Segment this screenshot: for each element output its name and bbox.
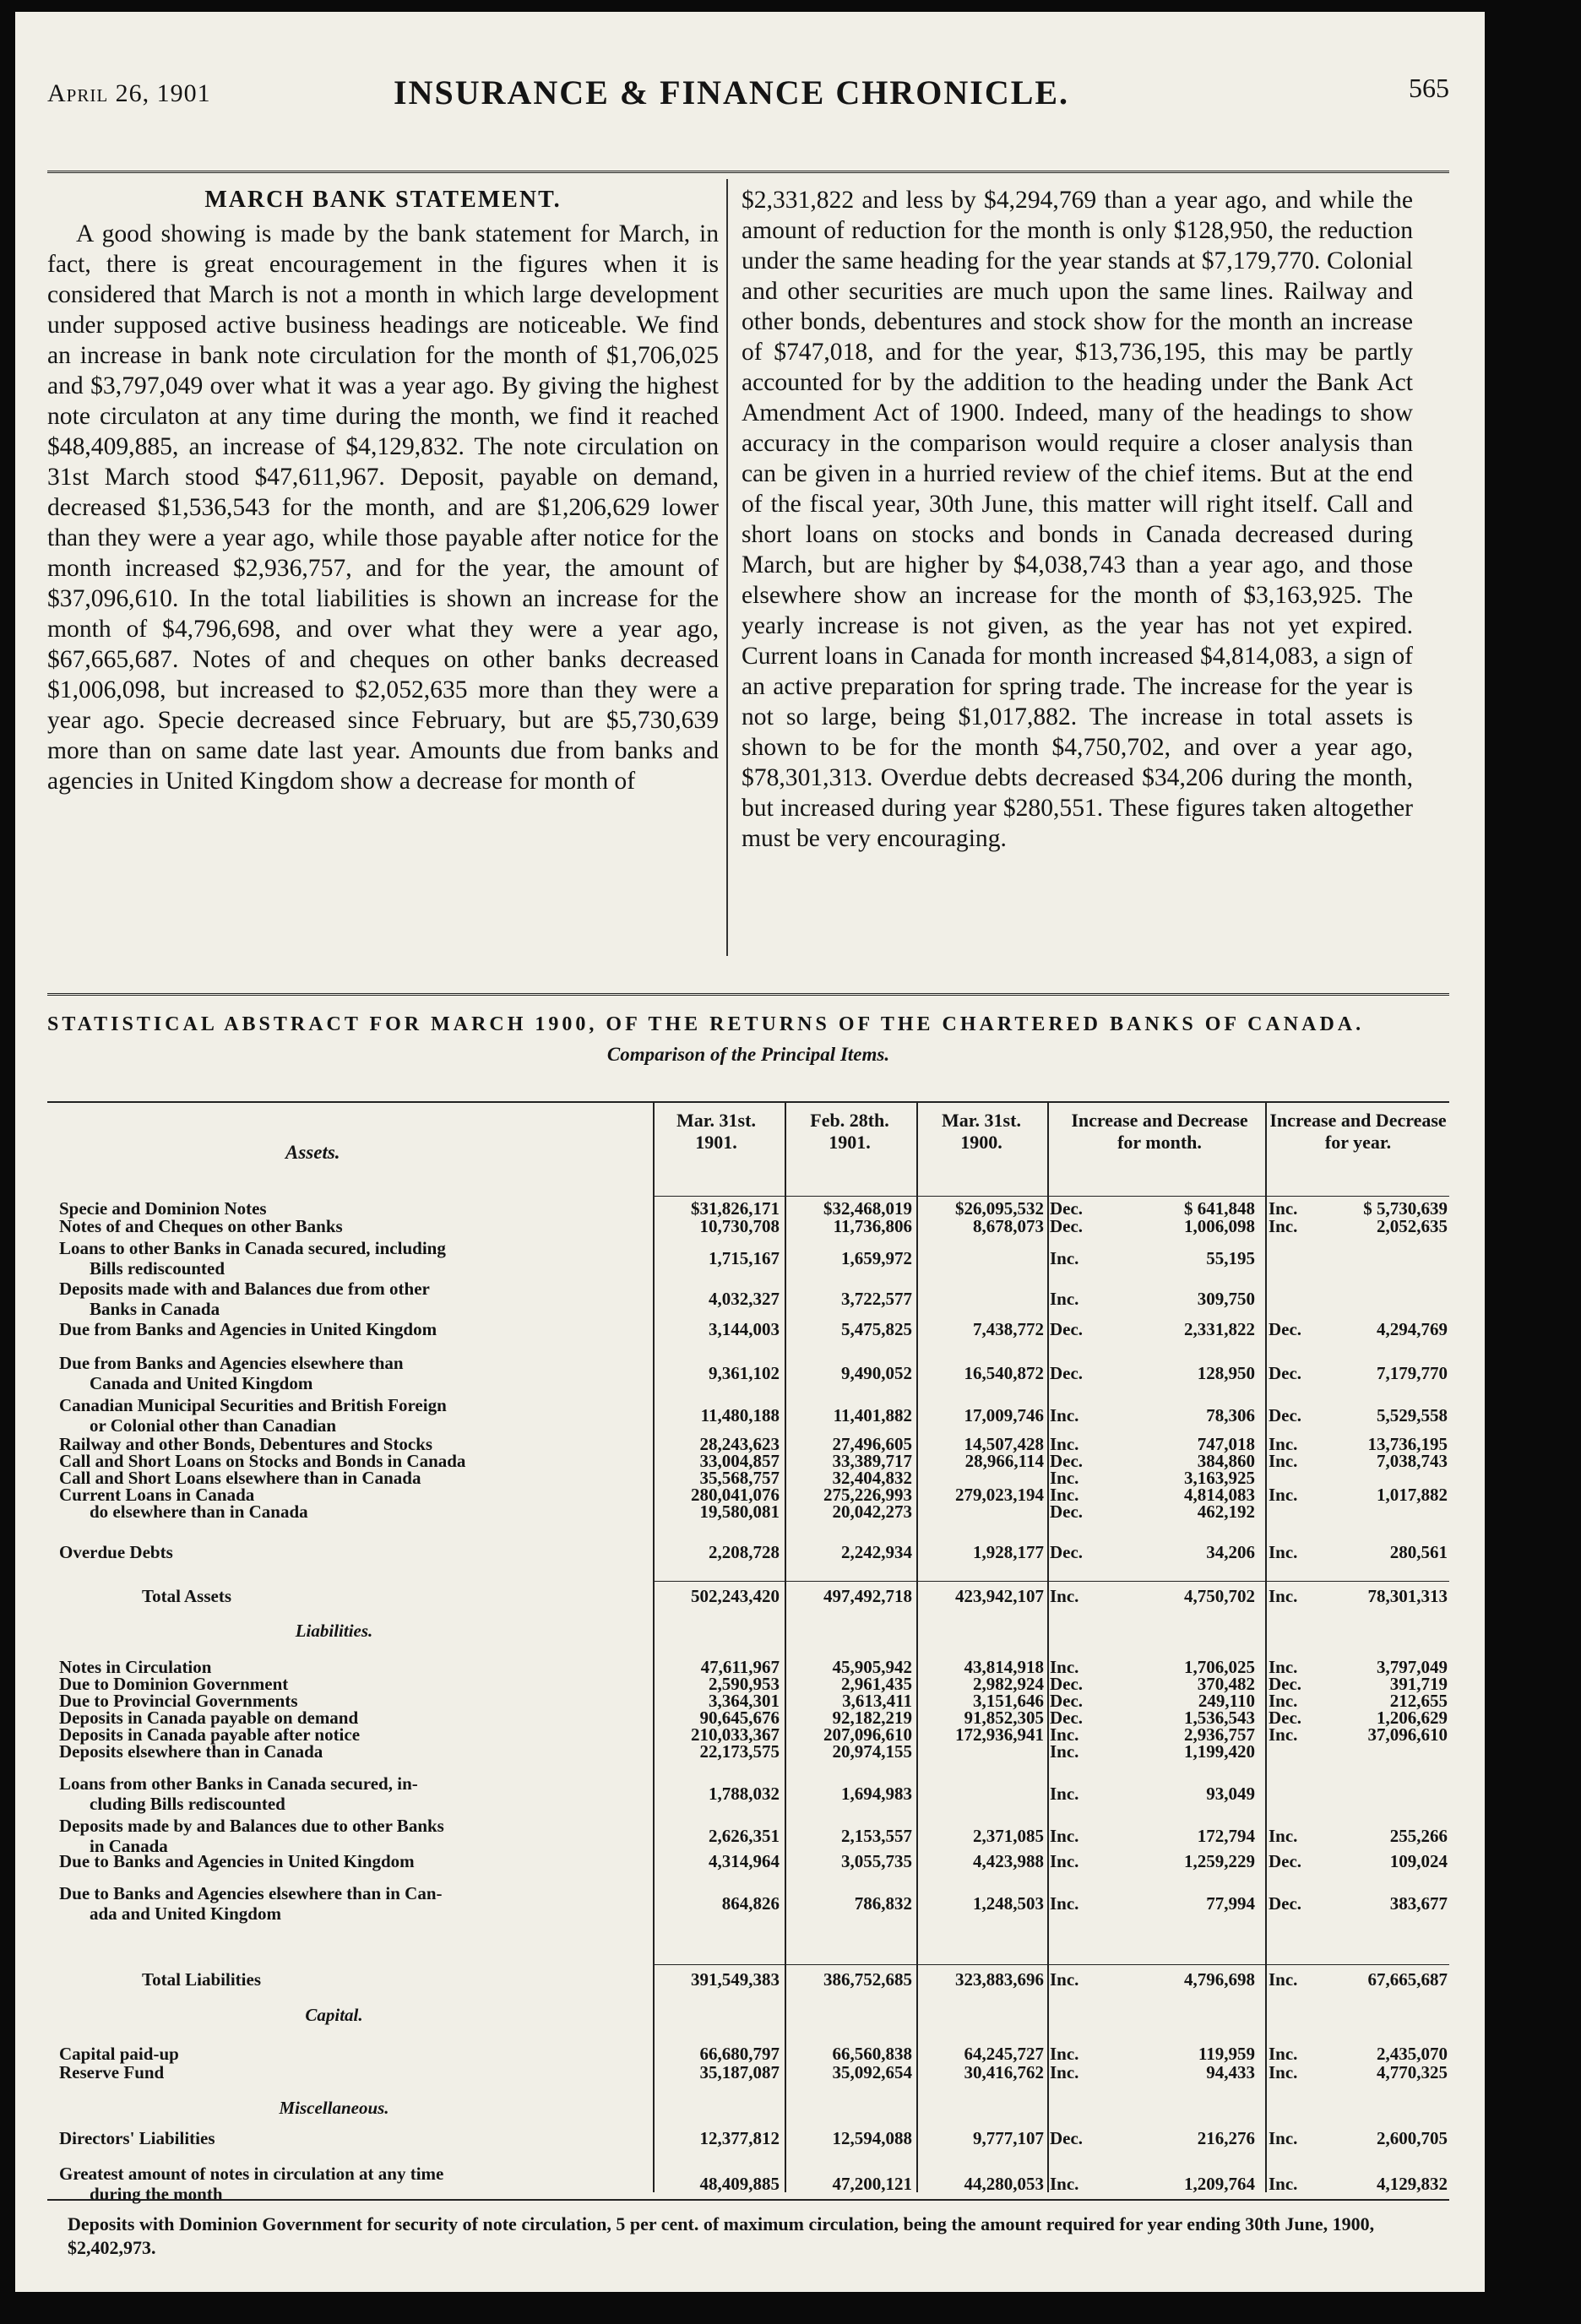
month-change-value: 94,433 bbox=[1206, 2062, 1255, 2082]
value-mar-1900: 4,423,988 bbox=[973, 1851, 1044, 1871]
row-label bbox=[59, 1395, 650, 1436]
value-mar-1901: 66,680,797 bbox=[699, 2044, 780, 2064]
row-label bbox=[90, 1501, 681, 1522]
month-change-value: 2,331,822 bbox=[1184, 1319, 1255, 1339]
value-mar-1901: 10,730,708 bbox=[699, 1216, 780, 1236]
header-underline bbox=[653, 1196, 1449, 1197]
row-label-text: Total Assets bbox=[142, 1586, 231, 1606]
value-feb-1901: 5,475,825 bbox=[841, 1319, 912, 1339]
value-mar-1900: 423,942,107 bbox=[955, 1586, 1044, 1606]
year-direction: Inc. bbox=[1269, 1451, 1298, 1471]
year-change-value: 7,038,743 bbox=[1377, 1451, 1448, 1471]
row-label-text: Deposits elsewhere than in Canada bbox=[59, 1741, 323, 1762]
row-label bbox=[59, 1353, 650, 1393]
article-column-left bbox=[47, 185, 719, 796]
value-mar-1900: 28,966,114 bbox=[964, 1451, 1044, 1471]
row-label-text: Canadian Municipal Securities and British Foreign bbox=[59, 1395, 447, 1415]
value-feb-1901: 3,722,577 bbox=[841, 1289, 912, 1309]
year-direction: Inc. bbox=[1269, 1434, 1298, 1454]
month-direction: Dec. bbox=[1050, 1363, 1084, 1383]
row-label-continuation: during the month bbox=[90, 2184, 223, 2204]
section-capital: Capital. bbox=[305, 2005, 363, 2025]
value-mar-1901: 2,208,728 bbox=[709, 1542, 780, 1562]
month-direction: Inc. bbox=[1050, 2044, 1079, 2064]
value-mar-1901: 33,004,857 bbox=[699, 1451, 780, 1471]
year-direction: Inc. bbox=[1269, 2044, 1298, 2064]
month-direction: Inc. bbox=[1050, 1784, 1079, 1804]
row-label bbox=[59, 1773, 650, 1814]
value-feb-1901: 497,492,718 bbox=[823, 1586, 912, 1606]
abstract-subtitle: Comparison of the Principal Items. bbox=[606, 1044, 890, 1065]
row-label-text: Due to Provincial Governments bbox=[59, 1691, 298, 1711]
year-change-value: 2,600,705 bbox=[1377, 2128, 1448, 2148]
value-mar-1901: 1,715,167 bbox=[709, 1248, 780, 1268]
month-change-value: 462,192 bbox=[1197, 1501, 1255, 1522]
year-direction: Inc. bbox=[1269, 1542, 1298, 1562]
publication-title: INSURANCE & FINANCE CHRONICLE. bbox=[394, 73, 1070, 111]
value-feb-1901: 33,389,717 bbox=[832, 1451, 912, 1471]
row-label bbox=[59, 2128, 650, 2148]
month-direction: Dec. bbox=[1050, 1451, 1084, 1471]
year-direction: Inc. bbox=[1269, 1198, 1298, 1219]
row-label-text: Reserve Fund bbox=[59, 2062, 165, 2082]
row-label-continuation: cluding Bills rediscounted bbox=[90, 1794, 285, 1814]
value-mar-1900: 9,777,107 bbox=[973, 2128, 1044, 2148]
column-rule bbox=[916, 1103, 918, 2192]
footnote-rule bbox=[47, 2199, 1449, 2201]
page-number: 565 bbox=[1409, 73, 1449, 103]
issue-date: April 26, 1901 bbox=[47, 79, 211, 107]
year-direction: Inc. bbox=[1269, 1216, 1298, 1236]
month-change-value: $ 641,848 bbox=[1184, 1198, 1255, 1219]
month-direction: Inc. bbox=[1050, 1724, 1079, 1745]
value-mar-1901: 280,041,076 bbox=[691, 1485, 780, 1505]
month-change-value: 309,750 bbox=[1197, 1289, 1255, 1309]
row-label-text: Call and Short Loans on Stocks and Bonds in Canada bbox=[59, 1451, 466, 1471]
value-mar-1900: 172,936,941 bbox=[955, 1724, 1044, 1745]
year-direction: Inc. bbox=[1269, 1724, 1298, 1745]
month-direction: Inc. bbox=[1050, 1485, 1079, 1505]
row-label bbox=[59, 1851, 650, 1871]
year-direction: Inc. bbox=[1269, 2128, 1298, 2148]
year-direction: Inc. bbox=[1269, 1969, 1298, 1990]
month-direction: Inc. bbox=[1050, 2062, 1079, 2082]
column-rule bbox=[1047, 1103, 1049, 2192]
year-change-value: 13,736,195 bbox=[1367, 1434, 1448, 1454]
value-feb-1901: 386,752,685 bbox=[823, 1969, 912, 1990]
value-mar-1901: 11,480,188 bbox=[700, 1405, 780, 1425]
row-label-text: Deposits in Canada payable on demand bbox=[59, 1708, 359, 1728]
year-change-value: 7,179,770 bbox=[1377, 1363, 1448, 1383]
month-change-value: 1,706,025 bbox=[1184, 1657, 1255, 1677]
month-change-value: 1,199,420 bbox=[1184, 1741, 1255, 1762]
value-mar-1901: 22,173,575 bbox=[699, 1741, 780, 1762]
month-change-value: 78,306 bbox=[1206, 1405, 1255, 1425]
row-label-continuation: Banks in Canada bbox=[90, 1299, 220, 1319]
row-label bbox=[59, 1238, 650, 1279]
month-direction: Inc. bbox=[1050, 1405, 1079, 1425]
year-direction: Dec. bbox=[1269, 1893, 1302, 1914]
year-change-value: 212,655 bbox=[1389, 1691, 1448, 1711]
value-feb-1901: 27,496,605 bbox=[832, 1434, 912, 1454]
month-direction: Inc. bbox=[1050, 1434, 1079, 1454]
value-mar-1901: 2,590,953 bbox=[709, 1674, 780, 1694]
year-direction: Inc. bbox=[1269, 2174, 1298, 2194]
value-feb-1901: 2,153,557 bbox=[841, 1826, 912, 1846]
row-label-text: Directors' Liabilities bbox=[59, 2128, 215, 2148]
value-mar-1901: 2,626,351 bbox=[709, 1826, 780, 1846]
month-change-value: 2,936,757 bbox=[1184, 1724, 1255, 1745]
year-change-value: 2,435,070 bbox=[1377, 2044, 1448, 2064]
article-column-right bbox=[742, 185, 1413, 854]
value-feb-1901: 32,404,832 bbox=[832, 1468, 912, 1488]
article-text-right: $2,331,822 and less by $4,294,769 than a year ago, and while the amount of reduction for the month is only $128,950, the reduction under the same heading for the year stands at $7,179,770. Colonial and other securities are much upon the same lines. Railway and other bonds, debentures and stock show for the month an increase of $747,018, and for the year, $13,736,195, this may be partly accounted for by the addition to the heading under the Bank Act Amendment Act of 1900. Indeed, many of the headings to show accuracy in the comparison would require a closer analysis than can be given in a hurried review of the chief items. But at the end of the fiscal year, 30th June, this matter will right itself. Call and short loans on stocks and bonds in Canada decreased during March, but are higher by $4,038,743 than a year ago, and those elsewhere show an increase for the month of $3,163,925. The yearly increase is not given, as the year has not yet expired. Current loans in Canada for month increased $4,814,083, a sign of an active preparation for spring trade. The increase for the year is not so large, being $1,017,882. The increase in total assets is shown to be for the month $4,750,702, and over a year ago, $78,301,313. Overdue debts decreased $34,206 during the month, but increased during year $280,551. These figures taken altogether must be very encouraging. bbox=[742, 187, 1413, 852]
row-label-text: Due from Banks and Agencies elsewhere than bbox=[59, 1353, 404, 1373]
table-top-rule bbox=[47, 1101, 1449, 1103]
value-feb-1901: 12,594,088 bbox=[832, 2128, 912, 2148]
value-mar-1900: $26,095,532 bbox=[955, 1198, 1044, 1219]
month-change-value: 216,276 bbox=[1197, 2128, 1255, 2148]
abstract-title: STATISTICAL ABSTRACT FOR MARCH 1900, OF THE RETURNS OF THE CHARTERED BANKS OF CANADA. bbox=[47, 1013, 1365, 1035]
month-change-value: 1,006,098 bbox=[1184, 1216, 1255, 1236]
year-direction: Inc. bbox=[1269, 1586, 1298, 1606]
row-label-text: Specie and Dominion Notes bbox=[59, 1198, 267, 1219]
month-direction: Dec. bbox=[1050, 2128, 1084, 2148]
value-mar-1901: 1,788,032 bbox=[709, 1784, 780, 1804]
row-label bbox=[59, 1542, 650, 1562]
row-label-continuation: Bills rediscounted bbox=[90, 1258, 225, 1279]
row-label bbox=[59, 1883, 650, 1924]
year-change-value: 1,206,629 bbox=[1377, 1708, 1448, 1728]
value-mar-1901: 4,314,964 bbox=[709, 1851, 780, 1871]
row-label-continuation: ada and United Kingdom bbox=[90, 1903, 281, 1924]
year-change-value: 2,052,635 bbox=[1377, 1216, 1448, 1236]
value-mar-1900: 16,540,872 bbox=[964, 1363, 1044, 1383]
value-mar-1900: 44,280,053 bbox=[964, 2174, 1044, 2194]
row-label-text: Loans from other Banks in Canada secured, in- bbox=[59, 1773, 418, 1794]
value-mar-1901: $31,826,171 bbox=[691, 1198, 780, 1219]
year-change-value: 383,677 bbox=[1389, 1893, 1448, 1914]
value-mar-1901: 90,645,676 bbox=[699, 1708, 780, 1728]
month-direction: Dec. bbox=[1050, 1198, 1084, 1219]
month-direction: Inc. bbox=[1050, 1969, 1079, 1990]
value-mar-1901: 35,187,087 bbox=[699, 2062, 780, 2082]
year-change-value: 4,294,769 bbox=[1377, 1319, 1448, 1339]
column-header-feb-1901: Feb. 28th. 1901. bbox=[810, 1110, 889, 1153]
value-mar-1901: 28,243,623 bbox=[699, 1434, 780, 1454]
year-direction: Dec. bbox=[1269, 1319, 1302, 1339]
row-label-text: Railway and other Bonds, Debentures and Stocks bbox=[59, 1434, 433, 1454]
row-label bbox=[142, 1586, 733, 1606]
value-mar-1900: 2,371,085 bbox=[973, 1826, 1044, 1846]
value-mar-1901: 3,144,003 bbox=[709, 1319, 780, 1339]
month-change-value: 93,049 bbox=[1206, 1784, 1255, 1804]
section-miscellaneous: Miscellaneous. bbox=[279, 2098, 389, 2118]
month-change-value: 119,959 bbox=[1198, 2044, 1255, 2064]
value-mar-1901: 4,032,327 bbox=[709, 1289, 780, 1309]
row-label-continuation: or Colonial other than Canadian bbox=[90, 1415, 337, 1436]
year-direction: Dec. bbox=[1269, 1851, 1302, 1871]
total-rule bbox=[653, 1964, 1449, 1965]
year-change-value: 37,096,610 bbox=[1367, 1724, 1448, 1745]
value-mar-1900: 14,507,428 bbox=[964, 1434, 1044, 1454]
value-mar-1901: 48,409,885 bbox=[699, 2174, 780, 2194]
month-direction: Dec. bbox=[1050, 1674, 1084, 1694]
month-change-value: 172,794 bbox=[1197, 1826, 1255, 1846]
year-direction: Inc. bbox=[1269, 2062, 1298, 2082]
row-label-text: Capital paid-up bbox=[59, 2044, 179, 2064]
row-label-text: Deposits in Canada payable after notice bbox=[59, 1724, 361, 1745]
value-mar-1900: 30,416,762 bbox=[964, 2062, 1044, 2082]
year-direction: Inc. bbox=[1269, 1657, 1298, 1677]
value-mar-1900: 3,151,646 bbox=[973, 1691, 1044, 1711]
month-change-value: 128,950 bbox=[1197, 1363, 1255, 1383]
year-change-value: 1,017,882 bbox=[1377, 1485, 1448, 1505]
footnote: Deposits with Dominion Government for security of note circulation, 5 per cent. of maximum circulation, being the amount required for year ending 30th June, 1900, $2,402,973. bbox=[68, 2213, 1375, 2258]
row-label-text: Notes of and Cheques on other Banks bbox=[59, 1216, 343, 1236]
value-feb-1901: 3,055,735 bbox=[841, 1851, 912, 1871]
year-change-value: 109,024 bbox=[1389, 1851, 1448, 1871]
row-label bbox=[59, 1319, 650, 1339]
month-direction: Inc. bbox=[1050, 1248, 1079, 1268]
month-change-value: 747,018 bbox=[1197, 1434, 1255, 1454]
header-rule bbox=[47, 171, 1449, 173]
column-header-month-change: Increase and Decrease for month. bbox=[1071, 1110, 1248, 1153]
month-direction: Inc. bbox=[1050, 1468, 1079, 1488]
row-label bbox=[59, 2164, 650, 2204]
value-feb-1901: 35,092,654 bbox=[832, 2062, 912, 2082]
value-mar-1901: 864,826 bbox=[721, 1893, 780, 1914]
value-feb-1901: 9,490,052 bbox=[841, 1363, 912, 1383]
value-mar-1901: 9,361,102 bbox=[709, 1363, 780, 1383]
row-label-text: Total Liabilities bbox=[142, 1969, 262, 1990]
value-mar-1901: 391,549,383 bbox=[691, 1969, 780, 1990]
month-direction: Inc. bbox=[1050, 1586, 1079, 1606]
row-label-text: Current Loans in Canada bbox=[59, 1485, 255, 1505]
value-mar-1900: 7,438,772 bbox=[973, 1319, 1044, 1339]
year-change-value: 4,770,325 bbox=[1377, 2062, 1448, 2082]
value-mar-1901: 502,243,420 bbox=[691, 1586, 780, 1606]
row-label bbox=[59, 1816, 650, 1856]
row-label-text: Deposits made with and Balances due from other bbox=[59, 1279, 430, 1299]
row-label-text: Due to Dominion Government bbox=[59, 1674, 289, 1694]
row-label-continuation: Canada and United Kingdom bbox=[90, 1373, 313, 1393]
column-header-mar-1900: Mar. 31st. 1900. bbox=[942, 1110, 1021, 1153]
year-change-value: 255,266 bbox=[1389, 1826, 1448, 1846]
value-mar-1901: 12,377,812 bbox=[699, 2128, 780, 2148]
year-direction: Inc. bbox=[1269, 1691, 1298, 1711]
value-feb-1901: 45,905,942 bbox=[832, 1657, 912, 1677]
row-label bbox=[59, 1279, 650, 1319]
column-header-year-change: Increase and Decrease for year. bbox=[1269, 1110, 1447, 1153]
value-mar-1900: 323,883,696 bbox=[955, 1969, 1044, 1990]
row-label bbox=[59, 1741, 650, 1762]
value-feb-1901: 11,401,882 bbox=[833, 1405, 912, 1425]
year-direction: Dec. bbox=[1269, 1708, 1302, 1728]
month-change-value: 1,259,229 bbox=[1184, 1851, 1255, 1871]
page-header bbox=[47, 73, 1449, 123]
article-title: MARCH BANK STATEMENT. bbox=[204, 187, 562, 213]
month-change-value: 55,195 bbox=[1206, 1248, 1255, 1268]
month-direction: Inc. bbox=[1050, 1741, 1079, 1762]
month-change-value: 3,163,925 bbox=[1184, 1468, 1255, 1488]
article-text-left: A good showing is made by the bank statement for March, in fact, there is great encouragement in the figures when it is considered that March is not a month in which large development under supposed active business headings are noticeable. We find an increase in bank note circulation for the month of $1,706,025 and $3,797,049 over what it was a year ago. By giving the highest note circulaton at any time during the month, we find it reached $48,409,885, an increase of $4,129,832. The note circulation on 31st March stood $47,611,967. Deposit, payable on demand, decreased $1,536,543 for the month, and are $1,206,629 lower than they were a year ago, while those payable after notice for the month increased $2,936,757, and for the year, the amount of $37,096,610. In the total liabilities is shown an increase for the month of $4,796,698, and over what they were a year ago, $67,665,687. Notes of and cheques on other banks decreased $1,006,098, but increased to $2,052,635 more than they were a year ago. Specie decreased since February, but are $5,730,639 more than on same date last year. Amounts due from banks and agencies in United Kingdom show a decrease for month of bbox=[47, 220, 719, 795]
row-label-text: Overdue Debts bbox=[59, 1542, 173, 1562]
row-label bbox=[59, 2044, 650, 2064]
value-mar-1900: 91,852,305 bbox=[964, 1708, 1044, 1728]
value-feb-1901: 3,613,411 bbox=[842, 1691, 912, 1711]
row-label bbox=[59, 2062, 650, 2082]
month-change-value: 370,482 bbox=[1197, 1674, 1255, 1694]
year-direction: Inc. bbox=[1269, 1485, 1298, 1505]
month-direction: Dec. bbox=[1050, 1319, 1084, 1339]
month-change-value: 4,814,083 bbox=[1184, 1485, 1255, 1505]
year-change-value: 4,129,832 bbox=[1377, 2174, 1448, 2194]
value-mar-1900: 64,245,727 bbox=[964, 2044, 1044, 2064]
year-direction: Dec. bbox=[1269, 1674, 1302, 1694]
value-feb-1901: 20,042,273 bbox=[832, 1501, 912, 1522]
value-feb-1901: 275,226,993 bbox=[823, 1485, 912, 1505]
row-label-text: Notes in Circulation bbox=[59, 1657, 212, 1677]
year-change-value: 280,561 bbox=[1389, 1542, 1448, 1562]
section-assets: Assets. bbox=[285, 1142, 340, 1163]
row-label-continuation: in Canada bbox=[90, 1836, 168, 1856]
year-change-value: $ 5,730,639 bbox=[1363, 1198, 1448, 1219]
year-change-value: 3,797,049 bbox=[1377, 1657, 1448, 1677]
month-direction: Inc. bbox=[1050, 1657, 1079, 1677]
value-mar-1901: 35,568,757 bbox=[699, 1468, 780, 1488]
value-feb-1901: 1,659,972 bbox=[841, 1248, 912, 1268]
value-feb-1901: 207,096,610 bbox=[823, 1724, 912, 1745]
value-mar-1901: 19,580,081 bbox=[699, 1501, 780, 1522]
value-feb-1901: 11,736,806 bbox=[833, 1216, 912, 1236]
row-label-text: Greatest amount of notes in circulation at any time bbox=[59, 2164, 444, 2184]
year-change-value: 67,665,687 bbox=[1367, 1969, 1448, 1990]
value-mar-1900: 1,248,503 bbox=[973, 1893, 1044, 1914]
newspaper-page bbox=[15, 12, 1485, 2292]
row-label-text: Loans to other Banks in Canada secured, including bbox=[59, 1238, 446, 1258]
value-feb-1901: $32,468,019 bbox=[823, 1198, 912, 1219]
row-label-text: Due to Banks and Agencies elsewhere than in Can- bbox=[59, 1883, 443, 1903]
month-change-value: 4,750,702 bbox=[1184, 1586, 1255, 1606]
value-mar-1900: 17,009,746 bbox=[964, 1405, 1044, 1425]
year-direction: Dec. bbox=[1269, 1363, 1302, 1383]
month-direction: Inc. bbox=[1050, 2174, 1079, 2194]
row-label-text: Deposits made by and Balances due to other Banks bbox=[59, 1816, 444, 1836]
value-mar-1901: 3,364,301 bbox=[709, 1691, 780, 1711]
year-direction: Inc. bbox=[1269, 1826, 1298, 1846]
value-mar-1900: 279,023,194 bbox=[955, 1485, 1044, 1505]
month-change-value: 34,206 bbox=[1206, 1542, 1255, 1562]
value-feb-1901: 2,961,435 bbox=[841, 1674, 912, 1694]
value-feb-1901: 1,694,983 bbox=[841, 1784, 912, 1804]
value-feb-1901: 786,832 bbox=[854, 1893, 912, 1914]
value-feb-1901: 66,560,838 bbox=[832, 2044, 912, 2064]
value-feb-1901: 20,974,155 bbox=[832, 1741, 912, 1762]
month-direction: Inc. bbox=[1050, 1826, 1079, 1846]
section-liabilities: Liabilities. bbox=[295, 1621, 373, 1641]
row-label-text: Due to Banks and Agencies in United Kingdom bbox=[59, 1851, 415, 1871]
month-change-value: 384,860 bbox=[1197, 1451, 1255, 1471]
month-change-value: 249,110 bbox=[1198, 1691, 1255, 1711]
value-mar-1901: 47,611,967 bbox=[700, 1657, 780, 1677]
value-feb-1901: 47,200,121 bbox=[832, 2174, 912, 2194]
column-header-mar-1901: Mar. 31st. 1901. bbox=[676, 1110, 756, 1153]
row-label bbox=[59, 1216, 650, 1236]
abstract-rule bbox=[47, 993, 1449, 996]
total-rule bbox=[653, 1581, 1449, 1582]
row-label-text: Call and Short Loans elsewhere than in Canada bbox=[59, 1468, 421, 1488]
year-change-value: 78,301,313 bbox=[1367, 1586, 1448, 1606]
month-direction: Inc. bbox=[1050, 1851, 1079, 1871]
month-change-value: 1,536,543 bbox=[1184, 1708, 1255, 1728]
column-rule bbox=[1265, 1103, 1267, 2192]
row-label bbox=[142, 1969, 733, 1990]
month-change-value: 1,209,764 bbox=[1184, 2174, 1255, 2194]
month-direction: Dec. bbox=[1050, 1691, 1084, 1711]
value-mar-1900: 1,928,177 bbox=[973, 1542, 1044, 1562]
value-mar-1900: 2,982,924 bbox=[973, 1674, 1044, 1694]
value-mar-1901: 210,033,367 bbox=[691, 1724, 780, 1745]
month-direction: Dec. bbox=[1050, 1501, 1084, 1522]
row-label-text: Due from Banks and Agencies in United Kingdom bbox=[59, 1319, 437, 1339]
month-change-value: 77,994 bbox=[1206, 1893, 1255, 1914]
month-direction: Inc. bbox=[1050, 1893, 1079, 1914]
value-feb-1901: 92,182,219 bbox=[832, 1708, 912, 1728]
month-change-value: 4,796,698 bbox=[1184, 1969, 1255, 1990]
value-mar-1900: 8,678,073 bbox=[973, 1216, 1044, 1236]
year-change-value: 391,719 bbox=[1389, 1674, 1448, 1694]
row-label-text: do elsewhere than in Canada bbox=[90, 1501, 308, 1522]
value-mar-1900: 43,814,918 bbox=[964, 1657, 1044, 1677]
month-direction: Dec. bbox=[1050, 1708, 1084, 1728]
month-direction: Inc. bbox=[1050, 1289, 1079, 1309]
column-divider bbox=[726, 179, 728, 956]
value-feb-1901: 2,242,934 bbox=[841, 1542, 912, 1562]
month-direction: Dec. bbox=[1050, 1216, 1084, 1236]
year-change-value: 5,529,558 bbox=[1377, 1405, 1448, 1425]
year-direction: Dec. bbox=[1269, 1405, 1302, 1425]
month-direction: Dec. bbox=[1050, 1542, 1084, 1562]
